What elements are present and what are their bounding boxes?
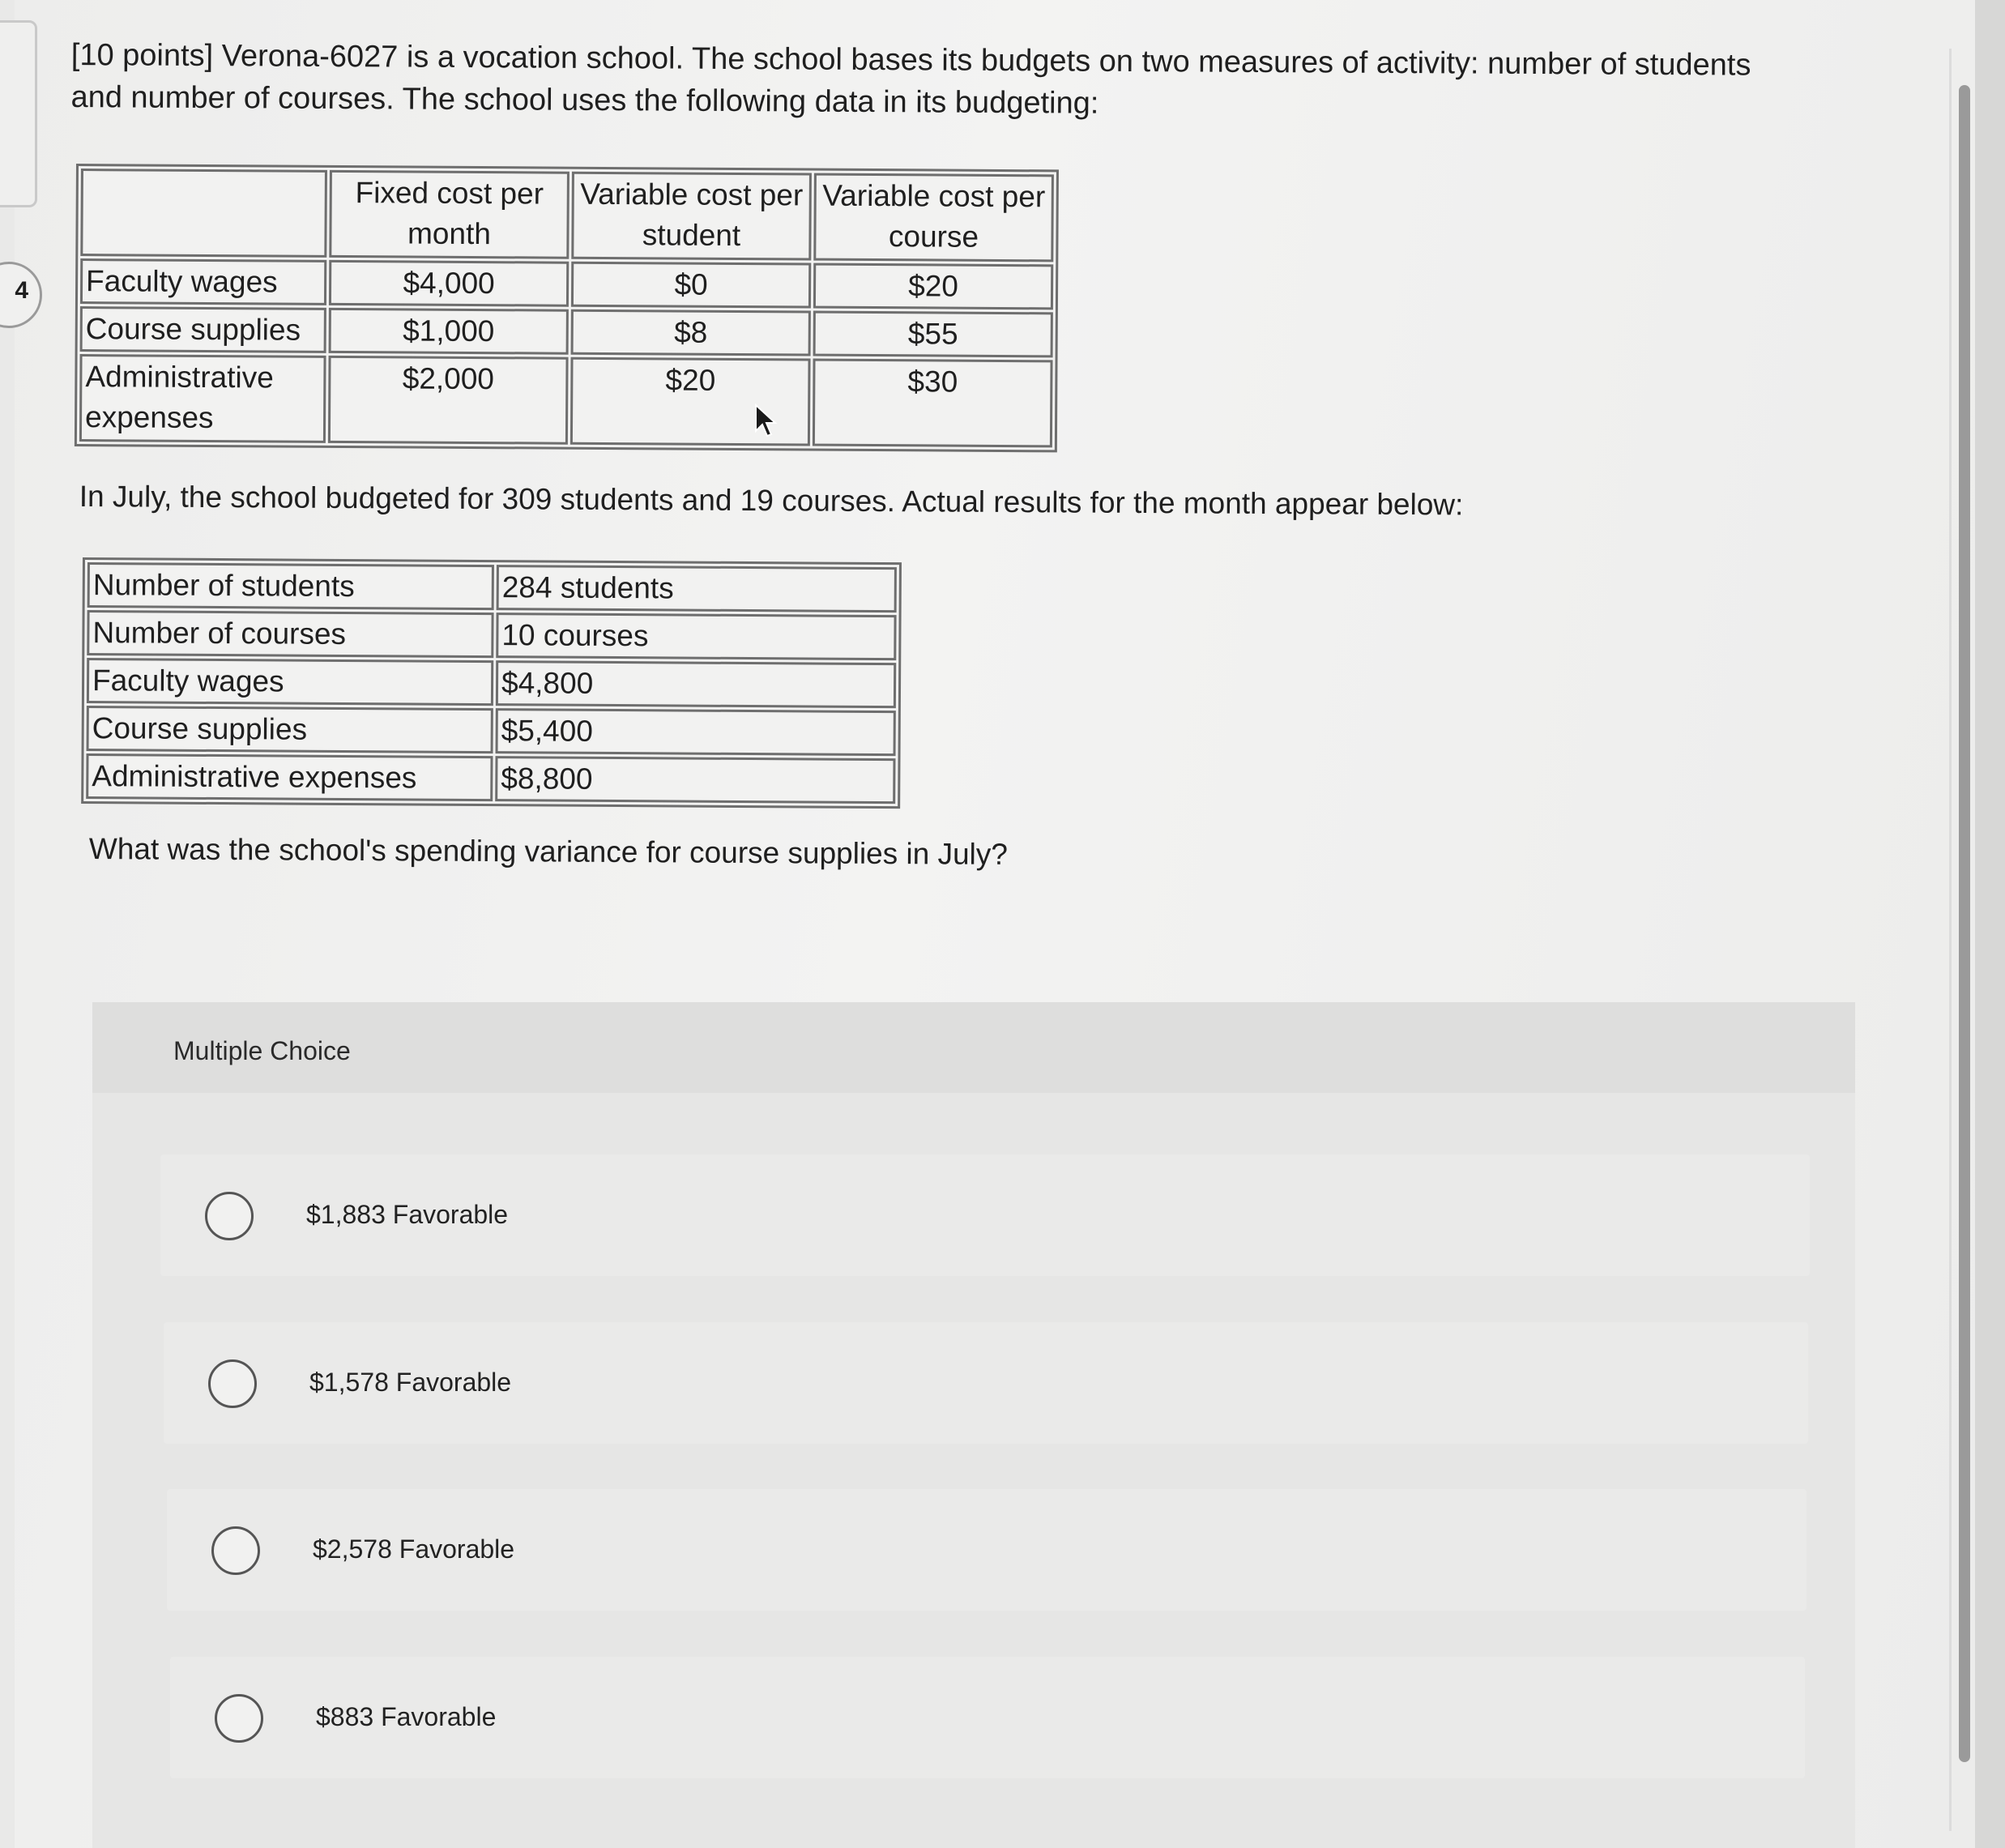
budget-table xyxy=(75,164,1059,452)
choice-option-2[interactable] xyxy=(164,1322,1808,1444)
table-row xyxy=(80,258,1053,309)
multiple-choice-title: Multiple Choice xyxy=(173,1036,351,1065)
per-course-cost: $55 xyxy=(813,311,1053,358)
question-text: [10 points] Verona-6027 is a vocation school. The school bases its budgets on two measures of activity: number of students and number of courses. The school uses the following data in its budgeting: xyxy=(70,37,1751,121)
choice-option-4[interactable] xyxy=(170,1657,1805,1778)
actual-value: $4,800 xyxy=(496,660,896,708)
table-row xyxy=(80,306,1053,357)
radio-button-icon[interactable] xyxy=(205,1192,254,1240)
budget-header-per-student: Variable cost per student xyxy=(571,172,812,261)
question-number-badge[interactable] xyxy=(0,262,42,328)
choice-label: $1,883 Favorable xyxy=(306,1200,509,1229)
badge-digit-icon: 4 xyxy=(15,277,28,304)
actual-label: Course supplies xyxy=(87,706,493,753)
per-student-cost: $0 xyxy=(571,262,811,309)
actual-value: 284 students xyxy=(497,565,897,612)
actual-results-table xyxy=(81,557,902,809)
per-student-cost: $20 xyxy=(570,357,811,446)
row-label: Administrative expenses xyxy=(79,354,326,443)
table-row xyxy=(86,753,895,804)
table-row xyxy=(79,354,1053,447)
per-course-cost: $30 xyxy=(813,359,1053,448)
budget-header-per-course: Variable cost per course xyxy=(813,173,1054,262)
table-row xyxy=(87,658,896,708)
window-edge xyxy=(1975,0,2005,1848)
actual-value: 10 courses xyxy=(496,612,896,660)
choice-label: $2,578 Favorable xyxy=(313,1534,515,1564)
actual-label: Administrative expenses xyxy=(86,753,493,801)
multiple-choice-panel xyxy=(92,1002,1855,1848)
mouse-pointer-icon xyxy=(754,403,779,439)
actual-value: $8,800 xyxy=(495,756,895,804)
scroll-track xyxy=(1949,49,1952,1831)
table-row xyxy=(87,610,896,660)
choice-label: $1,578 Favorable xyxy=(309,1368,512,1397)
choice-option-1[interactable] xyxy=(160,1154,1810,1276)
side-tab[interactable] xyxy=(0,20,37,207)
actual-label: Number of students xyxy=(87,562,494,610)
actual-label: Number of courses xyxy=(87,610,493,658)
vertical-scrollbar[interactable] xyxy=(1959,85,1970,1762)
question-page xyxy=(15,0,1975,1848)
choice-label: $883 Favorable xyxy=(316,1702,497,1731)
budget-header-fixed: Fixed cost per month xyxy=(329,170,570,259)
actual-value: $5,400 xyxy=(496,708,896,756)
table-row xyxy=(87,562,897,612)
fixed-cost: $2,000 xyxy=(328,356,569,445)
radio-button-icon[interactable] xyxy=(211,1526,260,1575)
per-student-cost: $8 xyxy=(571,309,811,356)
question-prompt: What was the school's spending variance for course supplies in July? xyxy=(88,831,1009,871)
radio-button-icon[interactable] xyxy=(215,1694,263,1743)
july-budget-text: In July, the school budgeted for 309 students and 19 courses. Actual results for the month appear below: xyxy=(79,479,1464,522)
actual-label: Faculty wages xyxy=(87,658,493,706)
choice-option-3[interactable] xyxy=(167,1489,1807,1611)
budget-header-blank xyxy=(80,169,327,258)
budget-table-header-row xyxy=(80,169,1054,262)
per-course-cost: $20 xyxy=(813,263,1053,310)
fixed-cost: $1,000 xyxy=(329,308,569,355)
radio-button-icon[interactable] xyxy=(208,1359,257,1408)
multiple-choice-header xyxy=(92,1002,1855,1093)
row-label: Faculty wages xyxy=(80,258,326,305)
fixed-cost: $4,000 xyxy=(329,260,569,307)
table-row xyxy=(87,706,896,756)
row-label: Course supplies xyxy=(80,306,326,353)
